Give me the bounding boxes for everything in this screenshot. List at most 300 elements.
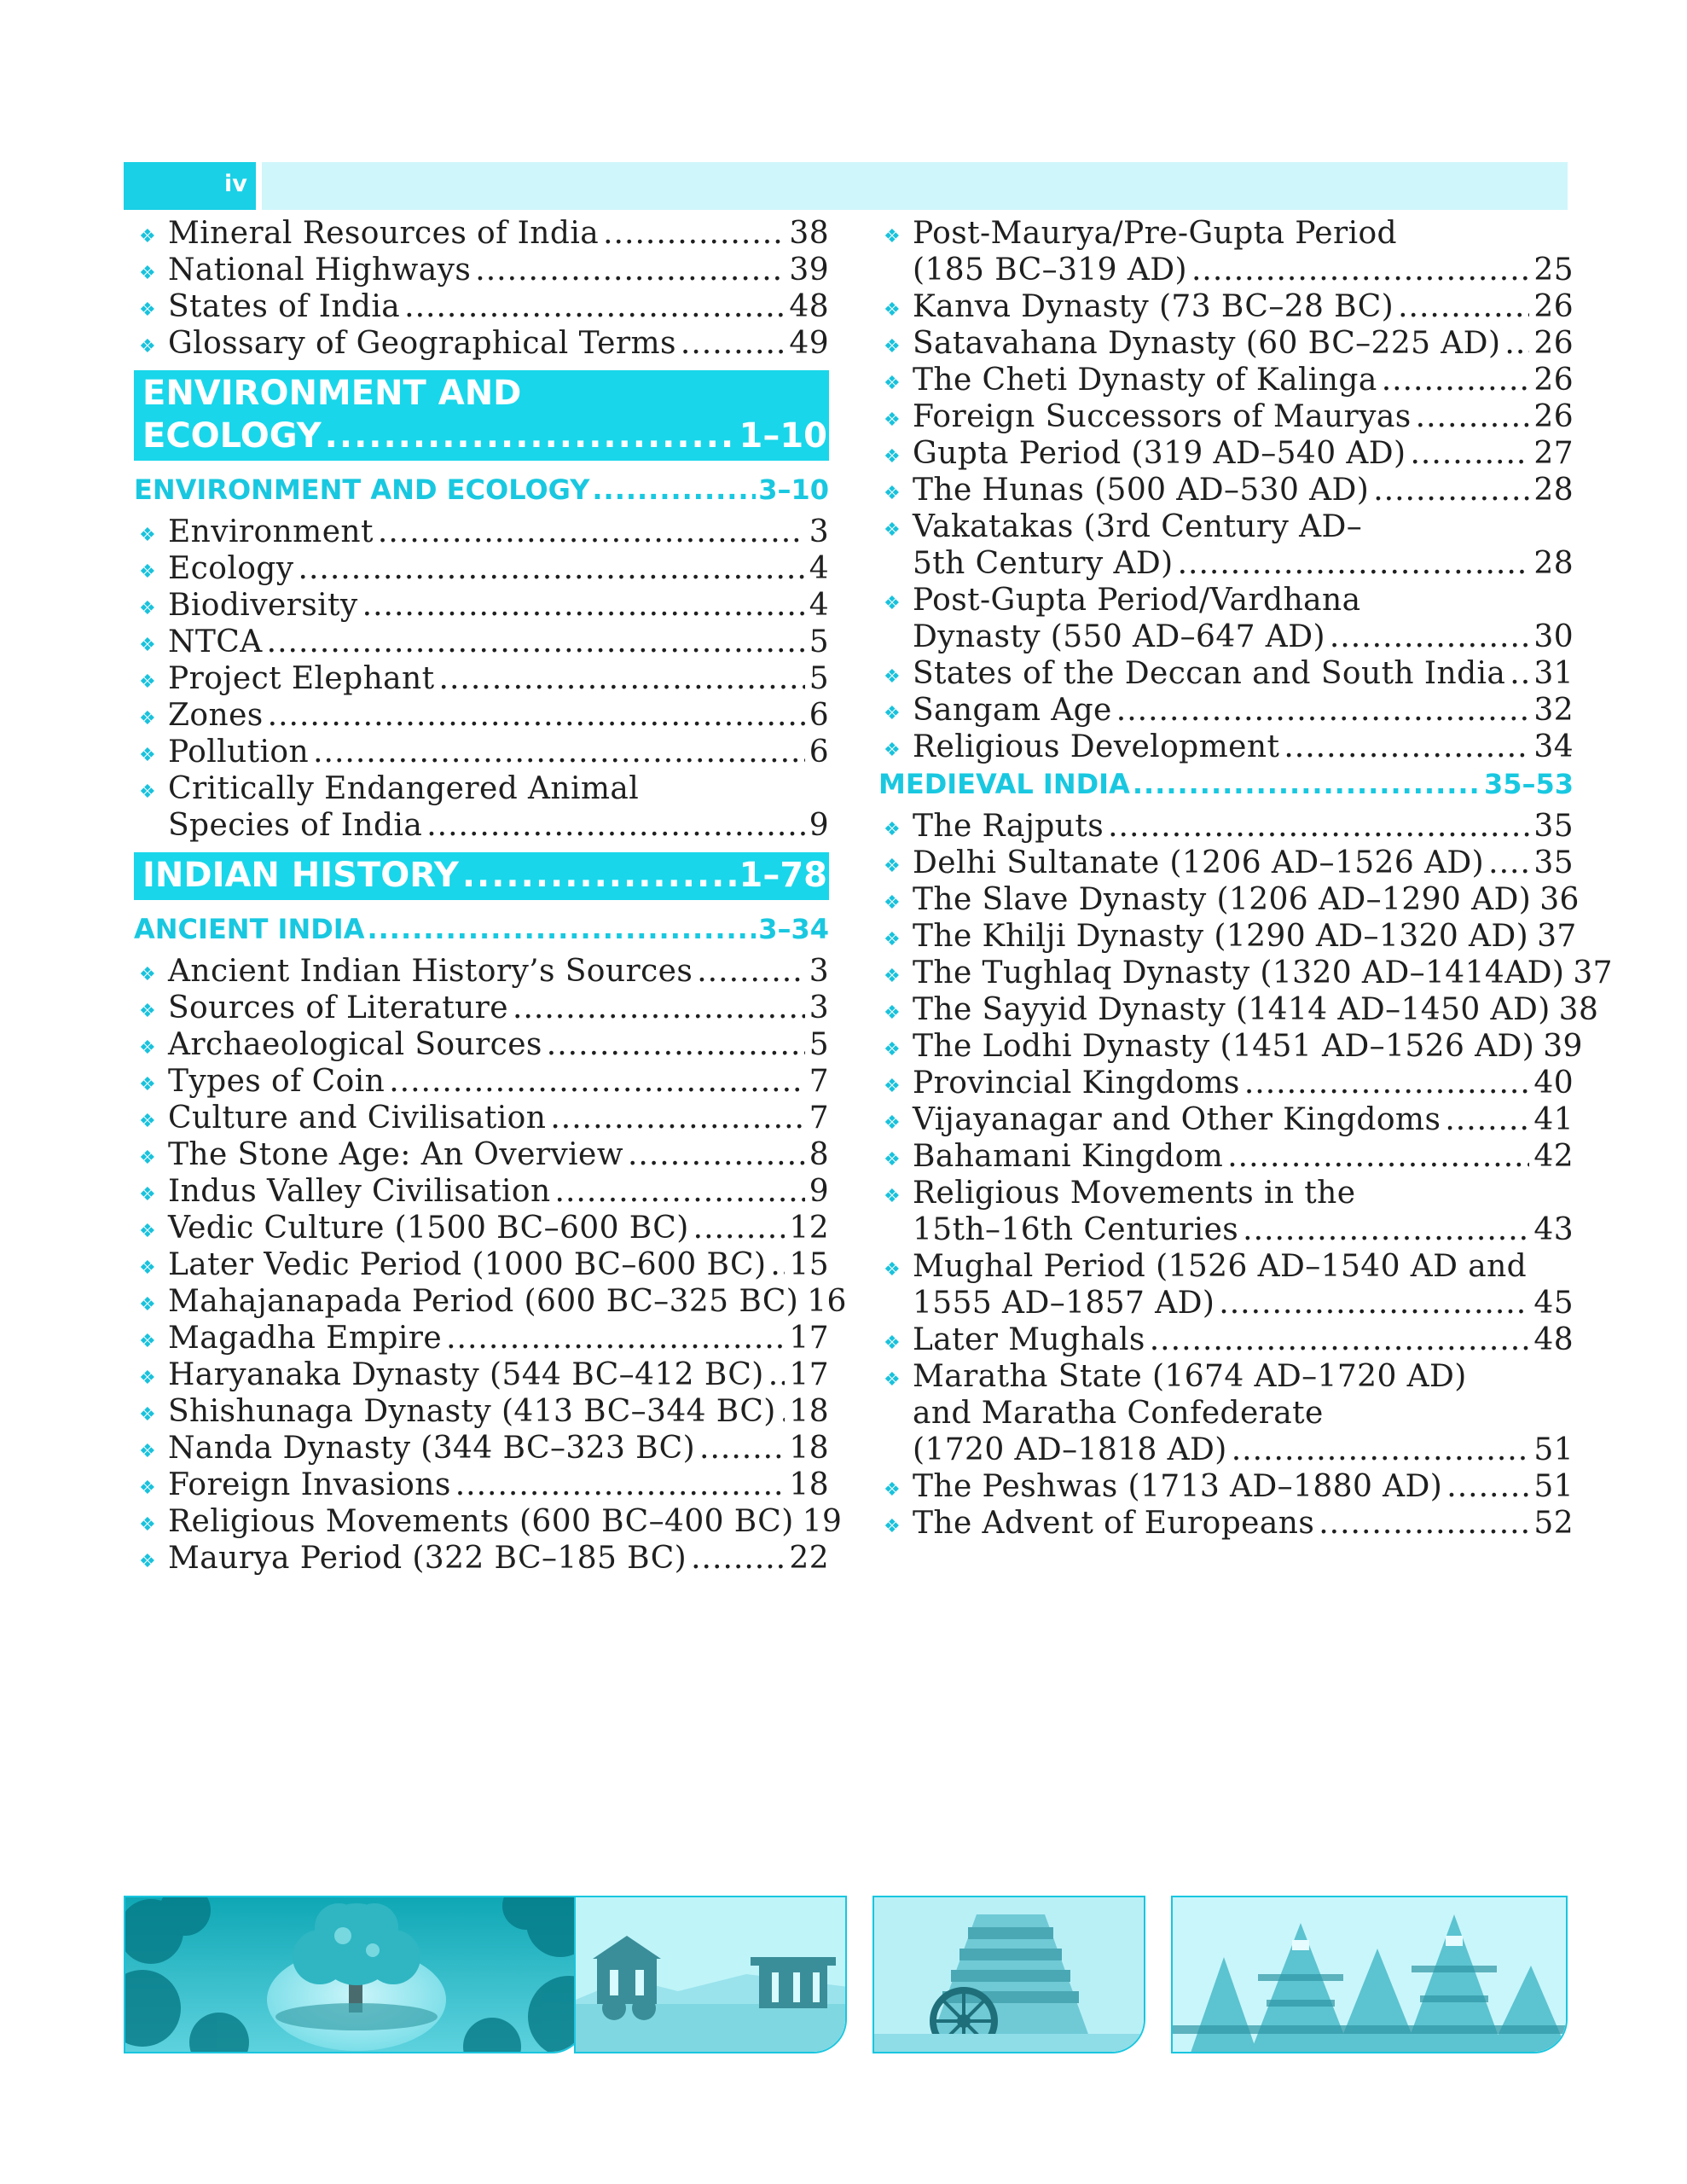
toc-entry-title: The Hunas (500 AD–530 AD) [913,473,1370,508]
diamond-bullet-icon: ❖ [884,929,901,950]
toc-entry [134,587,829,624]
toc-entry [878,955,1613,991]
toc-entry-title: Mineral Resources of India [168,216,600,251]
toc-entry-title: The Cheti Dynasty of Kalinga [913,363,1377,398]
toc-page-number: 39 [789,253,829,288]
diamond-bullet-icon: ❖ [884,226,901,247]
diamond-bullet-icon: ❖ [884,1259,901,1281]
toc-entry-title: The Slave Dynasty (1206 AD–1290 AD) [913,882,1532,917]
dot-leader [1150,1321,1530,1358]
toc-entry [134,550,829,587]
toc-entry [878,881,1580,918]
subsection-page-range: 3–34 [758,913,829,945]
toc-page-number: 6 [809,698,829,733]
diamond-bullet-icon: ❖ [139,1478,157,1499]
toc-entry [878,1028,1583,1065]
toc-entry-title: Vijayanagar and Other Kingdoms [913,1102,1441,1137]
toc-page-number: 3 [809,990,829,1025]
dot-leader [681,325,785,362]
toc-entry-title: The Stone Age: An Overview [168,1137,623,1172]
diamond-bullet-icon: ❖ [884,819,901,840]
toc-entry-title: The Rajputs [913,809,1104,844]
toc-entry-title: Mughal Period (1526 AD–1540 AD and [913,1249,1528,1284]
toc-entry [878,362,1574,398]
toc-entry-title: States of India [168,289,401,324]
toc-entry [878,398,1574,435]
dot-leader [1445,1101,1529,1138]
toc-page-number: 51 [1533,1469,1574,1504]
diamond-bullet-icon: ❖ [884,1039,901,1060]
toc-page-number: 12 [789,1211,829,1246]
toc-entry-title: National Highways [168,253,472,288]
toc-entry-title: Religious Development [913,729,1280,764]
toc-page-number: 25 [1533,253,1574,288]
toc-page-number: 45 [1533,1286,1574,1321]
diamond-bullet-icon: ❖ [884,740,901,761]
toc-page-number: 36 [1539,882,1580,917]
footer-photo-strip [124,1896,1568,2053]
dot-leader [1446,1468,1529,1505]
toc-entry [134,734,829,770]
photo-konark-wheel-art [874,1897,1145,2053]
photo-tree-globe-art [125,1897,586,2053]
diamond-bullet-icon: ❖ [139,263,157,284]
diamond-bullet-icon: ❖ [139,525,157,546]
dot-leader [439,660,805,697]
diamond-bullet-icon: ❖ [139,299,157,321]
dot-leader [550,1100,804,1136]
photo-temple-towers-art [1173,1897,1568,2053]
toc-entry-title: Maratha State (1674 AD–1720 AD) [913,1359,1467,1394]
toc-entry [878,1468,1574,1505]
toc-entry [134,1210,829,1246]
diamond-bullet-icon: ❖ [139,1037,157,1059]
toc-entry-title: The Sayyid Dynasty (1414 AD–1450 AD) [913,992,1551,1027]
toc-page-number: 35 [1533,845,1574,880]
dot-leader [1410,435,1529,472]
diamond-bullet-icon: ❖ [139,226,157,247]
toc-page-number: 22 [789,1541,829,1576]
toc-entry-title: 1555 AD–1857 AD) [913,1286,1215,1321]
toc-entry-title: Haryanaka Dynasty (544 BC–412 BC) [168,1357,764,1392]
toc-entry-title: Species of India [168,808,423,843]
toc-page-number: 43 [1533,1212,1574,1247]
toc-entry [134,1100,829,1136]
dot-leader [313,734,805,770]
toc-entry [878,472,1574,508]
toc-page-number: 7 [809,1101,829,1136]
diamond-bullet-icon: ❖ [884,1149,901,1170]
toc-entry [878,918,1577,955]
dot-leader [325,415,736,457]
photo-stone-chariot-hampi [574,1896,847,2053]
diamond-bullet-icon: ❖ [139,1331,157,1352]
toc-page-number: 38 [1558,992,1599,1027]
toc-subsection-heading [134,471,829,508]
toc-entry [134,1393,829,1430]
dot-leader [768,1356,786,1393]
dot-leader [1116,692,1530,729]
toc-entry-title: Foreign Invasions [168,1467,451,1502]
dot-leader [455,1467,786,1503]
toc-entry-title: Later Mughals [913,1322,1145,1357]
toc-entry-title: and Maratha Confederate [913,1396,1324,1431]
toc-entry-title: The Peshwas (1713 AD–1880 AD) [913,1469,1443,1504]
diamond-bullet-icon: ❖ [884,666,901,688]
toc-entry-title: Mahajanapada Period (600 BC–325 BC) [168,1284,799,1319]
toc-entry-title: Magadha Empire [168,1321,443,1356]
toc-page-number: 9 [809,1174,829,1209]
toc-entry-title: Types of Coin [168,1064,386,1099]
toc-page-number: 5 [809,1027,829,1062]
toc-subsection-heading [134,910,829,948]
toc-entry-title: Delhi Sultanate (1206 AD–1526 AD) [913,845,1485,880]
dot-leader [299,550,805,587]
toc-entry-title: (1720 AD–1818 AD) [913,1432,1227,1467]
diamond-bullet-icon: ❖ [139,1184,157,1205]
diamond-bullet-icon: ❖ [139,1001,157,1022]
toc-entry-title: Indus Valley Civilisation [168,1174,551,1209]
dot-leader [404,288,785,325]
toc-page-number: 3 [809,954,829,989]
dot-leader [628,1136,805,1173]
diamond-bullet-icon: ❖ [884,446,901,468]
diamond-bullet-icon: ❖ [139,671,157,693]
toc-entry-title: Vakatakas (3rd Century AD– [913,509,1363,544]
dot-leader [1133,765,1481,803]
dot-leader [1330,619,1529,655]
diamond-bullet-icon: ❖ [884,966,901,987]
diamond-bullet-icon: ❖ [884,373,901,394]
diamond-bullet-icon: ❖ [139,1294,157,1316]
toc-entry [878,1065,1574,1101]
toc-entry [134,1320,829,1356]
toc-entry-title: Archaeological Sources [168,1027,542,1062]
diamond-bullet-icon: ❖ [884,520,901,541]
toc-entry [878,808,1574,845]
diamond-bullet-icon: ❖ [884,483,901,504]
diamond-bullet-icon: ❖ [884,1479,901,1501]
section-title: ECOLOGY [142,416,322,456]
diamond-bullet-icon: ❖ [139,635,157,656]
toc-entry [134,1540,829,1577]
toc-entry-title: 15th–16th Centuries [913,1212,1239,1247]
toc-entry-title: Sangam Age [913,693,1112,728]
dot-leader [592,471,756,508]
dot-leader [1219,1285,1529,1321]
toc-entry-title: Post-Gupta Period/Vardhana [913,583,1361,618]
diamond-bullet-icon: ❖ [884,593,901,614]
toc-entry-title: (185 BC–319 AD) [913,253,1187,288]
toc-entry-title: Environment [168,514,374,549]
page-number-tab [124,162,262,210]
toc-page-number: 26 [1533,363,1574,398]
toc-entry [134,1026,829,1063]
toc-page-number: 49 [789,326,829,361]
dot-leader [1416,398,1530,435]
dot-leader [268,697,805,734]
toc-page-number: 52 [1533,1506,1574,1541]
toc-page-number: 48 [1533,1322,1574,1357]
toc-entry-title: Biodiversity [168,588,358,623]
toc-entry [134,1246,829,1283]
diamond-bullet-icon: ❖ [139,1147,157,1169]
toc-entry [134,252,829,288]
diamond-bullet-icon: ❖ [884,1002,901,1024]
toc-subsection-heading [878,765,1574,803]
diamond-bullet-icon: ❖ [139,561,157,583]
toc-page-number: 30 [1533,619,1574,654]
toc-entry-title: Project Elephant [168,661,435,696]
toc-page-number: 27 [1533,436,1574,471]
dot-leader [1319,1505,1529,1542]
toc-entry [878,325,1574,362]
toc-entry-title: Kanva Dynasty (73 BC–28 BC) [913,289,1394,324]
toc-page-number: 5 [809,624,829,659]
toc-section-heading [134,852,829,900]
toc-entry [878,1138,1574,1175]
diamond-bullet-icon: ❖ [139,964,157,985]
diamond-bullet-icon: ❖ [884,892,901,914]
toc-entry [134,1467,829,1503]
diamond-bullet-icon: ❖ [884,856,901,877]
toc-page-number: 5 [809,661,829,696]
toc-entry [878,991,1599,1028]
dot-leader [462,854,736,897]
toc-entry-title: Maurya Period (322 BC–185 BC) [168,1541,687,1576]
toc-entry [134,1173,829,1210]
toc-entry [878,1101,1574,1138]
dot-leader [1398,288,1529,325]
toc-entry [878,655,1574,692]
toc-page-number: 31 [1533,656,1574,691]
dot-leader [475,252,785,288]
toc-entry-title: The Khilji Dynasty (1290 AD–1320 AD) [913,919,1529,954]
toc-entry [878,215,1574,288]
toc-page-number: 19 [802,1504,843,1539]
toc-page-number: 15 [789,1247,829,1282]
dot-leader [426,807,805,844]
toc-page-number: 28 [1533,546,1574,581]
diamond-bullet-icon: ❖ [139,1074,157,1095]
diamond-bullet-icon: ❖ [884,1516,901,1537]
toc-entry [878,729,1574,765]
toc-page-number: 39 [1543,1029,1583,1064]
dot-leader [1504,325,1529,362]
toc-entry [134,624,829,660]
toc-entry [878,1175,1574,1248]
section-title: INDIAN HISTORY [142,856,459,895]
toc-entry [878,692,1574,729]
dot-leader [1108,808,1529,845]
toc-page-number: 6 [809,735,829,770]
dot-leader [770,1246,785,1283]
subsection-title: MEDIEVAL INDIA [878,768,1130,800]
toc-entry-title: Pollution [168,735,310,770]
dot-leader [547,1026,805,1063]
toc-entry-title: States of the Deccan and South India [913,656,1506,691]
toc-entry-title: Sources of Literature [168,990,508,1025]
toc-entry [134,1503,843,1540]
toc-page-number: 32 [1533,693,1574,728]
diamond-bullet-icon: ❖ [139,781,157,803]
toc-entry [134,1063,829,1100]
toc-entry [878,288,1574,325]
diamond-bullet-icon: ❖ [139,1368,157,1389]
subsection-title: ANCIENT INDIA [134,913,365,945]
toc-page-number: 38 [789,216,829,251]
toc-entry-title: NTCA [168,624,263,659]
toc-entry-title: Ecology [168,551,294,586]
toc-entry [134,660,829,697]
dot-leader [389,1063,805,1100]
toc-entry [134,1136,829,1173]
dot-leader [697,953,804,990]
toc-page-number: 7 [809,1064,829,1099]
subsection-page-range: 3–10 [758,473,829,506]
toc-page-number: 51 [1533,1432,1574,1467]
dot-leader [603,215,785,252]
toc-page-number: 18 [789,1431,829,1466]
toc-entry-title: Ancient Indian History’s Sources [168,954,693,989]
dot-leader [1191,252,1529,288]
dot-leader [1232,1432,1530,1468]
photo-stone-chariot-art [576,1897,847,2053]
toc-entry-title: Culture and Civilisation [168,1101,547,1136]
dot-leader [1243,1211,1529,1248]
diamond-bullet-icon: ❖ [139,1404,157,1426]
toc-entry-title: The Tughlaq Dynasty (1320 AD–1414AD) [913,956,1565,990]
toc-entry [134,697,829,734]
section-title: ENVIRONMENT AND [142,374,522,413]
toc-entry [134,1283,847,1320]
toc-page-number: 17 [789,1321,829,1356]
toc-page-number: 16 [807,1284,847,1319]
toc-entry-title: Dynasty (550 AD–647 AD) [913,619,1325,654]
diamond-bullet-icon: ❖ [139,1221,157,1242]
dot-leader [267,624,805,660]
dot-leader [699,1430,785,1467]
header-band [124,162,1568,210]
diamond-bullet-icon: ❖ [884,410,901,431]
diamond-bullet-icon: ❖ [884,299,901,321]
toc-page-number: 8 [809,1137,829,1172]
toc-entry [878,1505,1574,1542]
dot-leader [378,514,805,550]
toc-entry-title: Bahamani Kingdom [913,1139,1224,1174]
toc-page-number: 17 [789,1357,829,1392]
toc-entry-title: Later Vedic Period (1000 BC–600 BC) [168,1247,767,1282]
toc-page-number: 26 [1533,399,1574,434]
toc-entry-title: Shishunaga Dynasty (413 BC–344 BC) [168,1394,776,1429]
diamond-bullet-icon: ❖ [884,1369,901,1391]
toc-entry-title: Vedic Culture (1500 BC–600 BC) [168,1211,689,1246]
toc-entry-title: Religious Movements in the [913,1176,1356,1211]
diamond-bullet-icon: ❖ [884,1112,901,1134]
page-number: iv [224,171,247,197]
toc-entry [878,1321,1574,1358]
toc-page-number: 42 [1533,1139,1574,1174]
toc-entry-title: Glossary of Geographical Terms [168,326,676,361]
toc-page-number: 35 [1533,809,1574,844]
toc-entry [878,435,1574,472]
dot-leader [1244,1065,1530,1101]
dot-leader [1382,362,1530,398]
diamond-bullet-icon: ❖ [139,598,157,619]
toc-section-heading [134,370,829,461]
toc-entry [134,288,829,325]
toc-entry [134,325,829,362]
toc-entry [878,508,1574,582]
dot-leader [513,990,805,1026]
diamond-bullet-icon: ❖ [139,1551,157,1572]
dot-leader [691,1540,785,1577]
toc-entry-title: The Advent of Europeans [913,1506,1315,1541]
dot-leader [446,1320,785,1356]
subsection-title: ENVIRONMENT AND ECOLOGY [134,473,590,506]
toc-entry [878,1248,1574,1321]
dot-leader [693,1210,786,1246]
toc-page-number: 4 [809,551,829,586]
toc-page-number: 37 [1573,956,1613,990]
photo-tree-globe [124,1896,586,2053]
diamond-bullet-icon: ❖ [884,336,901,357]
diamond-bullet-icon: ❖ [139,1258,157,1279]
toc-entry-title: Satavahana Dynasty (60 BC–225 AD) [913,326,1501,361]
toc-entry-title: Gupta Period (319 AD–540 AD) [913,436,1406,471]
dot-leader [555,1173,805,1210]
diamond-bullet-icon: ❖ [139,745,157,766]
toc-page-number: 26 [1533,289,1574,324]
diamond-bullet-icon: ❖ [884,1186,901,1207]
toc-left-column [134,215,847,1577]
diamond-bullet-icon: ❖ [139,708,157,729]
toc-entry-title: Critically Endangered Animal [168,771,640,806]
toc-entry [134,770,829,844]
toc-entry-title: Provincial Kingdoms [913,1066,1240,1101]
toc-entry [134,514,829,550]
dot-leader [780,1393,786,1430]
toc-page-number: 28 [1533,473,1574,508]
dot-leader [1510,655,1529,692]
toc-right-column [878,215,1613,1542]
diamond-bullet-icon: ❖ [884,1076,901,1097]
toc-page-number: 9 [809,808,829,843]
subsection-page-range: 35–53 [1483,768,1574,800]
toc-page-number: 37 [1537,919,1577,954]
diamond-bullet-icon: ❖ [139,1111,157,1132]
dot-leader [1373,472,1529,508]
toc-entry-title: Nanda Dynasty (344 BC–323 BC) [168,1431,696,1466]
diamond-bullet-icon: ❖ [139,336,157,357]
dot-leader [1488,845,1529,881]
diamond-bullet-icon: ❖ [139,1441,157,1462]
toc-page-number: 41 [1533,1102,1574,1137]
toc-entry [878,582,1574,655]
toc-page-number: 3 [809,514,829,549]
toc-page-number: 18 [789,1394,829,1429]
dot-leader [362,587,805,624]
dot-leader [1284,729,1529,765]
dot-leader [1227,1138,1529,1175]
toc-entry-title: 5th Century AD) [913,546,1174,581]
diamond-bullet-icon: ❖ [139,1514,157,1536]
toc-entry [134,1430,829,1467]
toc-page-number: 4 [809,588,829,623]
toc-entry [878,1358,1574,1468]
toc-entry-title: Post-Maurya/Pre-Gupta Period [913,216,1398,251]
photo-temple-towers [1171,1896,1568,2053]
